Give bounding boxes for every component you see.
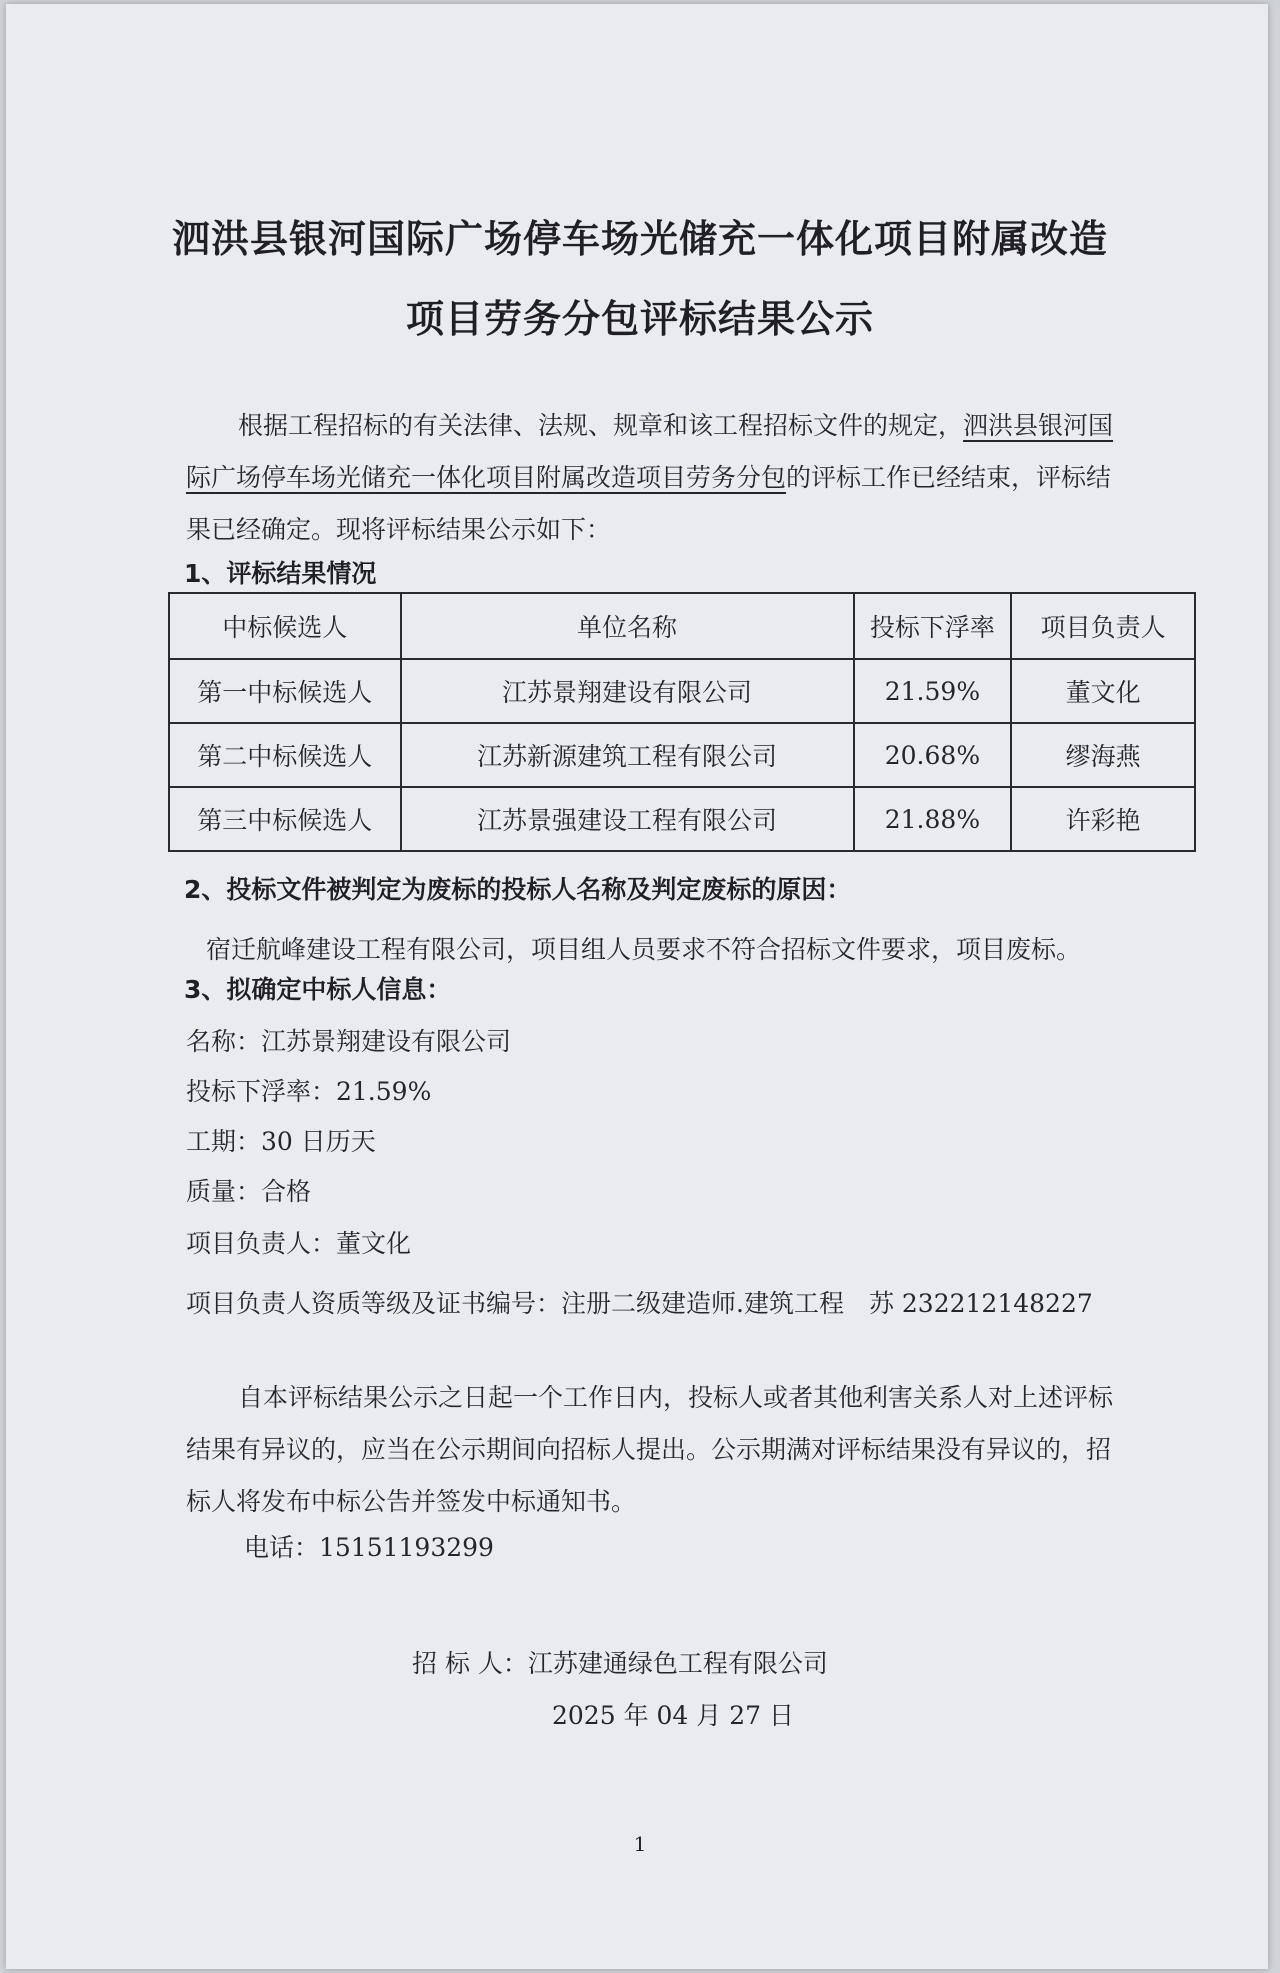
cell-candidate: 第一中标候选人: [169, 659, 401, 723]
intro-prefix: 根据工程招标的有关法律、法规、规章和该工程招标文件的规定，: [238, 411, 964, 440]
cell-company: 江苏新源建筑工程有限公司: [401, 723, 854, 787]
document-title-line1: 泗洪县银河国际广场停车场光储充一体化项目附属改造: [171, 217, 1108, 261]
intro-paragraph: [186, 400, 1126, 556]
cell-rate: 20.68%: [854, 723, 1012, 787]
header-manager: 项目负责人: [1011, 593, 1195, 659]
table-row: [169, 787, 1195, 851]
cell-company: 江苏景翔建设有限公司: [401, 659, 854, 723]
cell-candidate: 第二中标候选人: [169, 723, 401, 787]
table-header-row: [169, 593, 1195, 659]
cell-company: 江苏景强建设工程有限公司: [401, 787, 854, 851]
winner-quality: 质量：合格: [186, 1177, 312, 1206]
winner-manager: 项目负责人：董文化: [186, 1229, 412, 1258]
section1-heading: 1、评标结果情况: [184, 559, 377, 588]
winner-cert: 项目负责人资质等级及证书编号：注册二级建造师.建筑工程 苏 232212148227: [186, 1289, 1093, 1318]
notice-text: 自本评标结果公示之日起一个工作日内，投标人或者其他利害关系人对上述评标结果有异议的，应当在公示期间向招标人提出。公示期满对评标结果没有异议的，招标人将发布中标公告并签发中标通知书。: [186, 1383, 1114, 1516]
intro-project-name: 泗洪县银河国际广场停车场光储充一体化项目附属改造项目劳务分包: [186, 411, 1114, 492]
cell-manager: 缪海燕: [1011, 723, 1195, 787]
phone-line: 电话：15151193299: [244, 1533, 494, 1562]
winner-name: 名称：江苏景翔建设有限公司: [186, 1027, 512, 1056]
tenderer-signature: 招 标 人：江苏建通绿色工程有限公司: [412, 1649, 828, 1678]
table-row: [169, 723, 1195, 787]
intro-suffix: 的评标工作已经结束，评标结果已经确定。现将评标结果公示如下：: [186, 463, 1112, 544]
winner-period: 工期：30 日历天: [186, 1127, 376, 1156]
table-row: [169, 659, 1195, 723]
cell-manager: 许彩艳: [1011, 787, 1195, 851]
cell-rate: 21.59%: [854, 659, 1012, 723]
document-title-line2: 项目劳务分包评标结果公示: [405, 297, 874, 341]
header-candidate: 中标候选人: [169, 593, 401, 659]
cell-manager: 董文化: [1011, 659, 1195, 723]
winner-rate: 投标下浮率：21.59%: [186, 1077, 432, 1106]
header-company: 单位名称: [401, 593, 854, 659]
section2-text: 宿迁航峰建设工程有限公司，项目组人员要求不符合招标文件要求，项目废标。: [206, 935, 1082, 964]
results-table: [168, 592, 1196, 852]
signature-date: 2025 年 04 月 27 日: [552, 1701, 794, 1730]
section2-heading: 2、投标文件被判定为废标的投标人名称及判定废标的原因：: [184, 875, 852, 904]
section3-heading: 3、拟确定中标人信息：: [184, 975, 452, 1004]
notice-paragraph: [186, 1372, 1126, 1528]
cell-rate: 21.88%: [854, 787, 1012, 851]
page-number: 1: [633, 1832, 647, 1856]
cell-candidate: 第三中标候选人: [169, 787, 401, 851]
header-rate: 投标下浮率: [854, 593, 1012, 659]
